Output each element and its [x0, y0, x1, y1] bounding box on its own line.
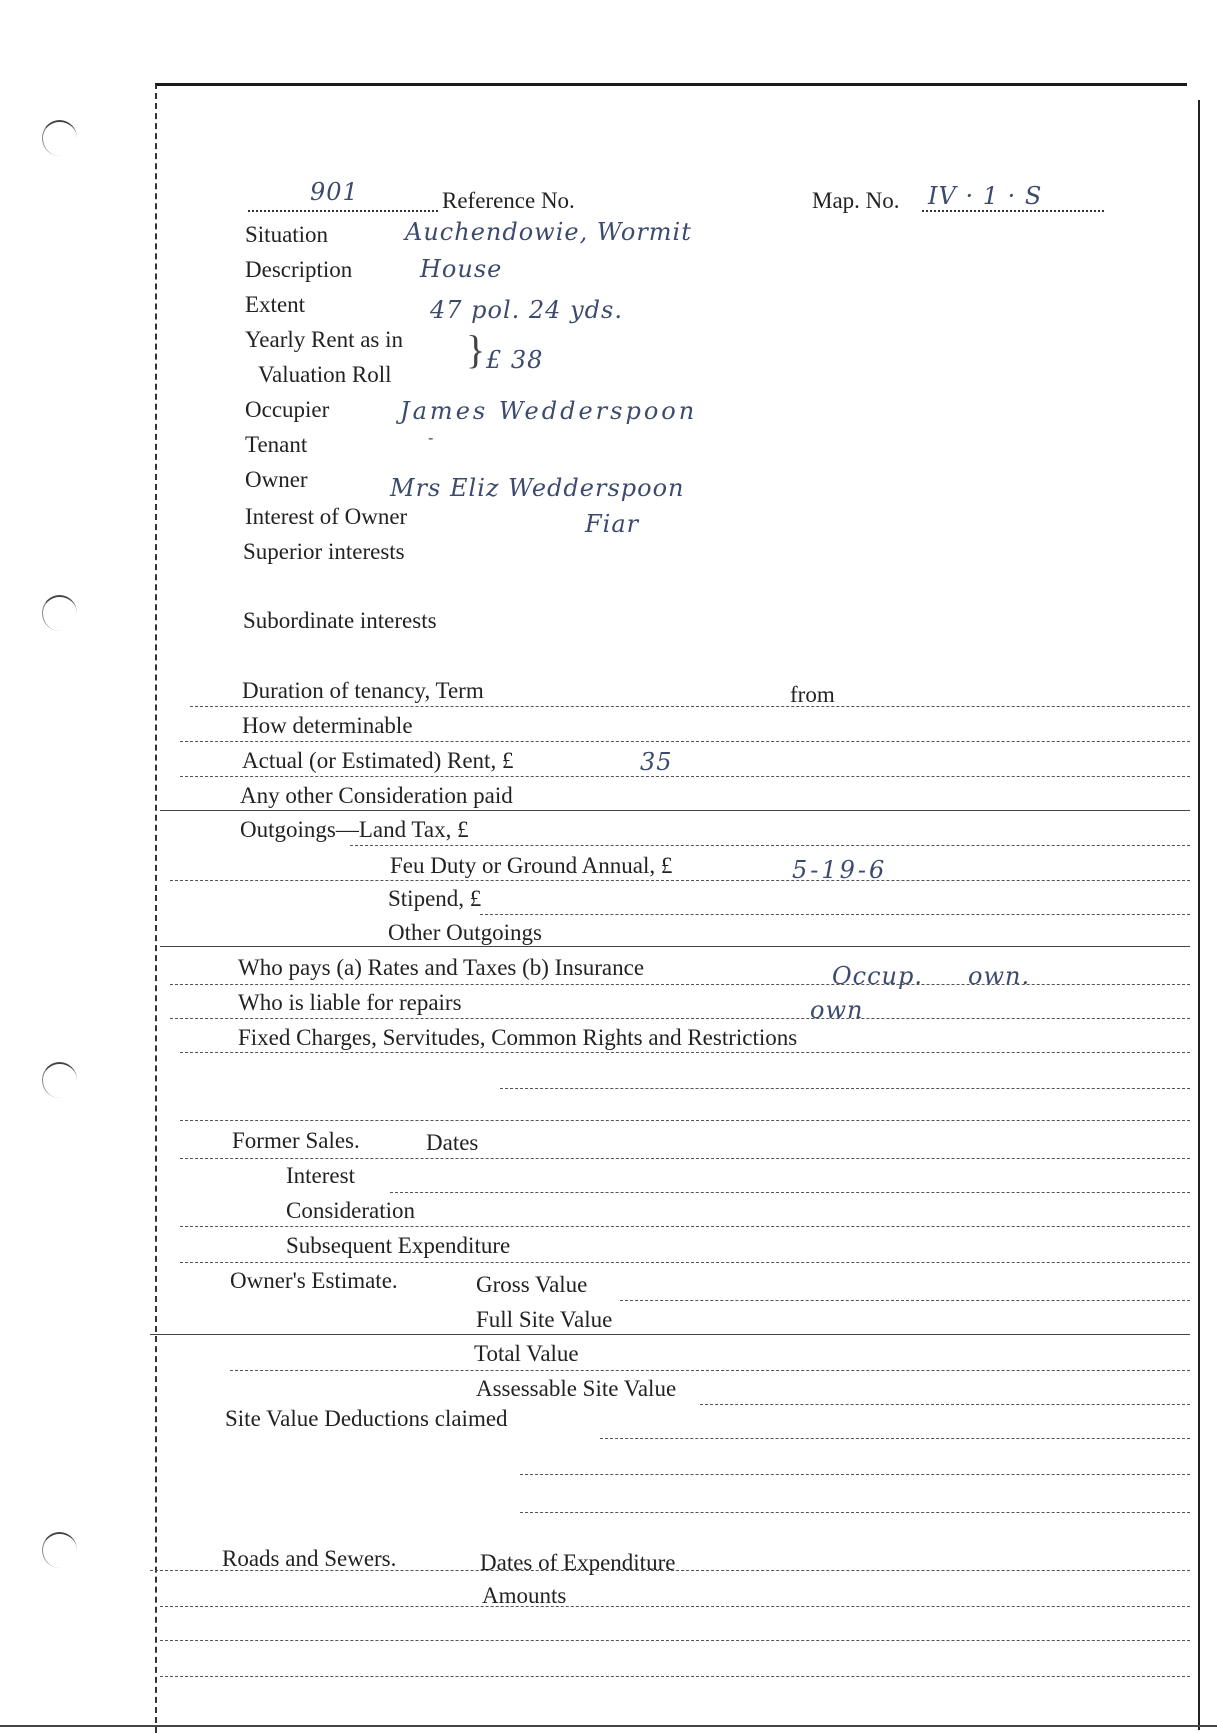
consideration-rule [160, 810, 1190, 811]
actual-rent-rule [180, 776, 1190, 777]
map-value: IV · 1 · S [928, 182, 1043, 210]
fixed-charges-rule-2 [500, 1088, 1190, 1089]
feu-duty-value: 5-19-6 [792, 856, 888, 884]
stipend-label: Stipend, £ [388, 886, 482, 911]
assessable-rule [700, 1404, 1190, 1405]
site-value-deductions-label: Site Value Deductions claimed [225, 1406, 508, 1431]
total-value-label: Total Value [474, 1341, 579, 1366]
rates-payer-value: Occup. [832, 962, 924, 990]
superior-interests-label: Superior interests [243, 539, 405, 564]
rent-label-line1: Yearly Rent as in [245, 327, 404, 352]
reference-dots [248, 210, 438, 212]
former-sales-label: Former Sales. [232, 1128, 360, 1153]
amounts-label: Amounts [482, 1583, 567, 1608]
fixed-charges-rule-3 [180, 1120, 1190, 1121]
other-consideration-label: Any other Consideration paid [240, 783, 513, 808]
other-outgoings-label: Other Outgoings [388, 920, 542, 945]
actual-rent-label: Actual (or Estimated) Rent, £ [242, 748, 514, 773]
sheet-right-edge [1198, 100, 1200, 1730]
total-value-rule [230, 1370, 1190, 1371]
map-label: Map. No. [812, 188, 900, 213]
rent-label-line2: Valuation Roll [258, 362, 392, 387]
extent-value: 47 pol. 24 yds. [430, 296, 623, 324]
repairs-label: Who is liable for repairs [238, 990, 462, 1015]
occupier-label: Occupier [245, 397, 330, 422]
sales-consideration-rule [180, 1226, 1190, 1227]
owner-label: Owner [245, 467, 308, 492]
sales-interest-rule [390, 1192, 1190, 1193]
land-tax-label: Outgoings—Land Tax, £ [240, 817, 469, 842]
assessable-site-value-label: Assessable Site Value [476, 1376, 677, 1401]
deductions-rule-2 [520, 1474, 1190, 1475]
subsequent-expenditure-label: Subsequent Expenditure [286, 1233, 511, 1258]
repairs-value: own [810, 996, 864, 1024]
sales-dates-rule [180, 1158, 1190, 1159]
outgoings-rule [160, 946, 1190, 947]
map-dots [922, 210, 1104, 212]
punch-hole-4 [42, 1532, 77, 1568]
full-site-value-label: Full Site Value [476, 1307, 613, 1332]
repairs-rule [170, 1018, 1190, 1019]
roads-rule-2 [160, 1606, 1190, 1607]
duration-of-tenancy-label: Duration of tenancy, Term [242, 678, 484, 703]
roads-rule-3 [160, 1640, 1190, 1641]
punch-hole-2 [42, 595, 77, 631]
insurance-payer-value: own. [968, 962, 1031, 990]
interest-of-owner-label: Interest of Owner [245, 504, 408, 529]
actual-rent-value: 35 [640, 748, 673, 776]
extent-label: Extent [245, 292, 306, 317]
owner-value: Mrs Eliz Wedderspoon [390, 474, 685, 502]
sales-interest-label: Interest [286, 1163, 355, 1188]
reference-label: Reference No. [442, 188, 575, 213]
subsequent-rule [180, 1262, 1190, 1263]
roads-rule-1 [150, 1570, 1190, 1571]
subordinate-interests-label: Subordinate interests [243, 608, 437, 633]
interest-of-owner-value: Fiar [585, 510, 640, 538]
deductions-rule-3 [520, 1512, 1190, 1513]
who-pays-rule [170, 984, 1190, 985]
page-bottom-edge [0, 1725, 1217, 1727]
description-value: House [420, 255, 503, 283]
feu-duty-label: Feu Duty or Ground Annual, £ [390, 853, 673, 878]
sales-consideration-label: Consideration [286, 1198, 416, 1223]
reference-value: 901 [310, 178, 359, 206]
full-site-rule [150, 1334, 1190, 1335]
deductions-rule-1 [600, 1438, 1190, 1439]
how-determinable-label: How determinable [242, 713, 413, 738]
roads-sewers-label: Roads and Sewers. [222, 1546, 397, 1571]
sales-dates-label: Dates [426, 1130, 479, 1155]
feu-duty-rule [170, 880, 1190, 881]
who-pays-label: Who pays (a) Rates and Taxes (b) Insurance [238, 955, 645, 980]
occupier-value: James Wedderspoon [400, 397, 698, 425]
tenant-label: Tenant [245, 432, 308, 457]
roads-rule-4 [160, 1676, 1190, 1677]
from-label: from [790, 682, 835, 707]
fixed-charges-label: Fixed Charges, Servitudes, Common Rights and Restrictions [238, 1025, 798, 1050]
stipend-rule [480, 914, 1190, 915]
punch-hole-3 [42, 1062, 77, 1098]
land-tax-rule [350, 845, 1190, 846]
situation-label: Situation [245, 222, 329, 247]
dates-of-expenditure-label: Dates of Expenditure [480, 1550, 676, 1575]
owners-estimate-label: Owner's Estimate. [230, 1268, 398, 1293]
situation-value: Auchendowie, Wormit [405, 218, 692, 246]
determinable-rule [180, 741, 1190, 742]
rent-brace: } [466, 327, 486, 372]
fixed-charges-rule-1 [180, 1052, 1190, 1053]
duration-rule [190, 706, 1190, 707]
gross-value-rule [620, 1300, 1190, 1301]
description-label: Description [245, 257, 353, 282]
valuation-rent-value: £ 38 [486, 346, 544, 374]
punch-hole-1 [42, 120, 77, 156]
tenant-value: - [428, 428, 435, 447]
gross-value-label: Gross Value [476, 1272, 588, 1297]
